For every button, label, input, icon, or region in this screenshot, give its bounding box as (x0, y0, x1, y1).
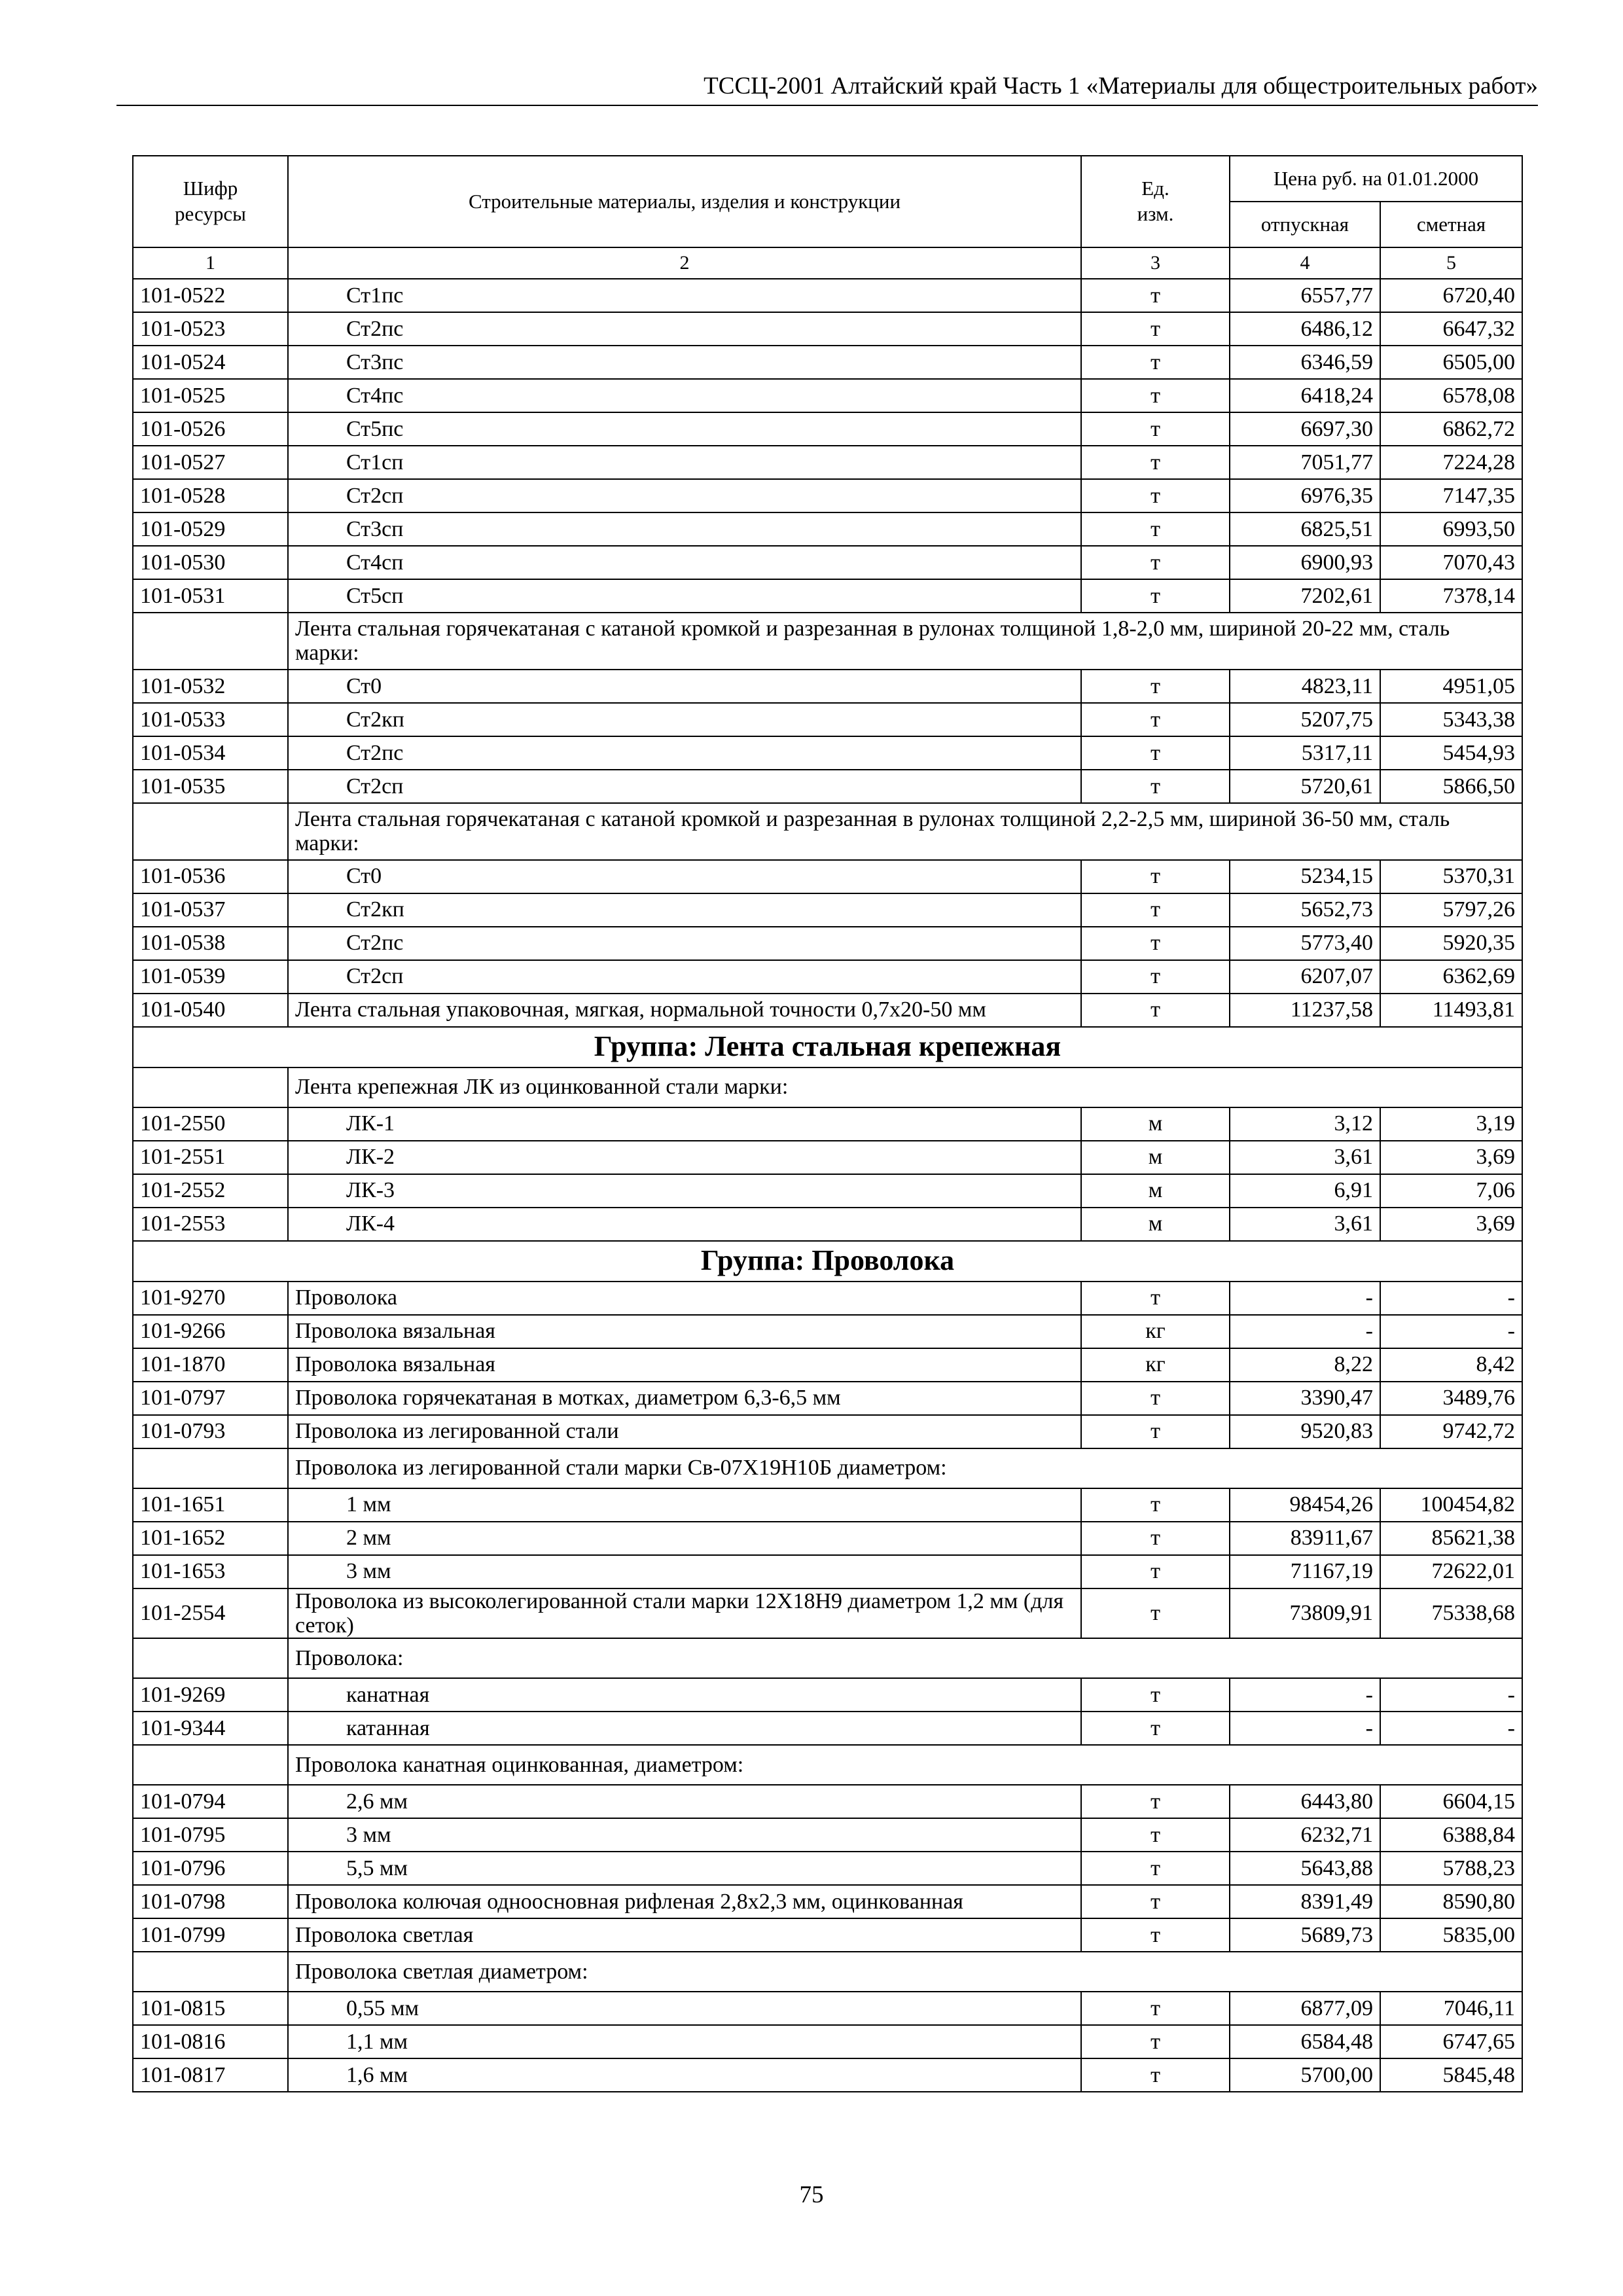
release-price-cell: 6557,77 (1230, 279, 1380, 312)
release-price-cell: 4823,11 (1230, 670, 1380, 703)
table-row (133, 1712, 1522, 1745)
table-row (133, 1885, 1522, 1918)
header-estimate-price: сметная (1380, 202, 1522, 247)
column-number: 5 (1380, 247, 1522, 279)
resource-code-cell: 101-2553 (133, 1208, 288, 1241)
unit-cell: т (1081, 2058, 1230, 2092)
unit-cell: т (1081, 770, 1230, 803)
table-row (133, 1348, 1522, 1382)
resource-code-cell: 101-0527 (133, 446, 288, 479)
resource-code-cell: 101-1653 (133, 1555, 288, 1588)
release-price-cell: 5700,00 (1230, 2058, 1380, 2092)
table-row (133, 2058, 1522, 2092)
estimate-price-cell: 7,06 (1380, 1174, 1522, 1208)
section-heading-row (133, 1448, 1522, 1488)
header-unit (1081, 156, 1230, 247)
section-code-cell (133, 803, 288, 860)
resource-code-cell: 101-1651 (133, 1488, 288, 1522)
estimate-price-cell: 100454,82 (1380, 1488, 1522, 1522)
release-price-cell: 11237,58 (1230, 994, 1380, 1027)
material-name-cell: Ст4сп (288, 546, 1081, 579)
resource-code-cell: 101-0540 (133, 994, 288, 1027)
resource-code-cell: 101-0524 (133, 346, 288, 379)
release-price-cell: 5317,11 (1230, 736, 1380, 770)
release-price-cell: 8391,49 (1230, 1885, 1380, 1918)
estimate-price-cell: - (1380, 1315, 1522, 1348)
table-row (133, 1174, 1522, 1208)
unit-cell: т (1081, 1818, 1230, 1852)
section-heading-row (133, 613, 1522, 670)
header-release-price: отпускная (1230, 202, 1380, 247)
release-price-cell: 6232,71 (1230, 1818, 1380, 1852)
table-row (133, 412, 1522, 446)
release-price-cell: 6,91 (1230, 1174, 1380, 1208)
unit-cell: т (1081, 1522, 1230, 1555)
resource-code-cell: 101-0815 (133, 1992, 288, 2025)
unit-cell: т (1081, 960, 1230, 994)
estimate-price-cell: 8,42 (1380, 1348, 1522, 1382)
estimate-price-cell: 8590,80 (1380, 1885, 1522, 1918)
resource-code-cell: 101-9344 (133, 1712, 288, 1745)
unit-cell: т (1081, 1992, 1230, 2025)
unit-cell: т (1081, 346, 1230, 379)
estimate-price-cell: 4951,05 (1380, 670, 1522, 703)
material-name-cell: Ст2кп (288, 703, 1081, 736)
column-number: 3 (1081, 247, 1230, 279)
release-price-cell: 5207,75 (1230, 703, 1380, 736)
release-price-cell: 8,22 (1230, 1348, 1380, 1382)
unit-cell: т (1081, 412, 1230, 446)
release-price-cell: 7051,77 (1230, 446, 1380, 479)
estimate-price-cell: 3489,76 (1380, 1382, 1522, 1415)
material-name-cell: Ст2кп (288, 893, 1081, 927)
release-price-cell: 5234,15 (1230, 860, 1380, 893)
estimate-price-cell: 6647,32 (1380, 312, 1522, 346)
release-price-cell: 6697,30 (1230, 412, 1380, 446)
release-price-cell: 6825,51 (1230, 512, 1380, 546)
release-price-cell: 6346,59 (1230, 346, 1380, 379)
table-row (133, 279, 1522, 312)
table-row (133, 512, 1522, 546)
resource-code-cell: 101-0530 (133, 546, 288, 579)
estimate-price-cell: 7147,35 (1380, 479, 1522, 512)
header-unit-label: Ед. изм. (1137, 177, 1174, 225)
unit-cell: т (1081, 479, 1230, 512)
section-heading-text: Лента стальная горячекатаная с катаной кромкой и разрезанная в рулонах толщиной 1,8-2,0 мм, шириной 20-22 мм, сталь марки: (288, 613, 1522, 670)
release-price-cell: 3390,47 (1230, 1382, 1380, 1415)
table-row (133, 1107, 1522, 1141)
estimate-price-cell: 85621,38 (1380, 1522, 1522, 1555)
unit-cell: т (1081, 1588, 1230, 1639)
material-name-cell: Ст0 (288, 860, 1081, 893)
material-name-cell: 0,55 мм (288, 1992, 1081, 2025)
material-name-cell: 1,6 мм (288, 2058, 1081, 2092)
unit-cell: т (1081, 512, 1230, 546)
table-row (133, 736, 1522, 770)
material-name-cell: 1,1 мм (288, 2025, 1081, 2058)
release-price-cell: 6877,09 (1230, 1992, 1380, 2025)
table-row (133, 1141, 1522, 1174)
header-price-group: Цена руб. на 01.01.2000 (1230, 156, 1522, 202)
unit-cell: т (1081, 312, 1230, 346)
estimate-price-cell: - (1380, 1282, 1522, 1315)
resource-code-cell: 101-1652 (133, 1522, 288, 1555)
resource-code-cell: 101-0535 (133, 770, 288, 803)
resource-code-cell: 101-0797 (133, 1382, 288, 1415)
table-row (133, 1488, 1522, 1522)
section-heading-text: Лента стальная горячекатаная с катаной кромкой и разрезанная в рулонах толщиной 2,2-2,5 мм, шириной 36-50 мм, сталь марки: (288, 803, 1522, 860)
page-number: 75 (799, 2181, 824, 2208)
unit-cell: т (1081, 2025, 1230, 2058)
unit-cell: м (1081, 1141, 1230, 1174)
material-name-cell: Ст4пс (288, 379, 1081, 412)
table-row (133, 860, 1522, 893)
estimate-price-cell: 75338,68 (1380, 1588, 1522, 1639)
section-heading-row (133, 1952, 1522, 1992)
material-name-cell: 1 мм (288, 1488, 1081, 1522)
release-price-cell: 5643,88 (1230, 1852, 1380, 1885)
resource-code-cell: 101-0533 (133, 703, 288, 736)
estimate-price-cell: 5845,48 (1380, 2058, 1522, 2092)
estimate-price-cell: 5920,35 (1380, 927, 1522, 960)
release-price-cell: 3,61 (1230, 1141, 1380, 1174)
header-rule (116, 105, 1538, 106)
unit-cell: м (1081, 1174, 1230, 1208)
estimate-price-cell: 5370,31 (1380, 860, 1522, 893)
table-row (133, 1852, 1522, 1885)
unit-cell: т (1081, 703, 1230, 736)
release-price-cell: 7202,61 (1230, 579, 1380, 613)
release-price-cell: 6976,35 (1230, 479, 1380, 512)
table-body (133, 279, 1522, 2092)
section-code-cell (133, 1067, 288, 1107)
resource-code-cell: 101-0529 (133, 512, 288, 546)
resource-code-cell: 101-0796 (133, 1852, 288, 1885)
unit-cell: т (1081, 1785, 1230, 1818)
resource-code-cell: 101-9266 (133, 1315, 288, 1348)
group-title-row (133, 1241, 1522, 1282)
release-price-cell: - (1230, 1282, 1380, 1315)
unit-cell: т (1081, 279, 1230, 312)
unit-cell: т (1081, 927, 1230, 960)
resource-code-cell: 101-0522 (133, 279, 288, 312)
release-price-cell: 71167,19 (1230, 1555, 1380, 1588)
header-name: Строительные материалы, изделия и конструкции (288, 156, 1081, 247)
release-price-cell: 9520,83 (1230, 1415, 1380, 1448)
material-name-cell: Проволока из легированной стали (288, 1415, 1081, 1448)
unit-cell: т (1081, 446, 1230, 479)
section-heading-text: Лента крепежная ЛК из оцинкованной стали марки: (288, 1067, 1522, 1107)
estimate-price-cell: - (1380, 1712, 1522, 1745)
unit-cell: т (1081, 1852, 1230, 1885)
estimate-price-cell: 6604,15 (1380, 1785, 1522, 1818)
table-row (133, 1918, 1522, 1952)
unit-cell: т (1081, 736, 1230, 770)
section-heading-text: Проволока канатная оцинкованная, диаметром: (288, 1745, 1522, 1785)
column-number: 2 (288, 247, 1081, 279)
resource-code-cell: 101-0538 (133, 927, 288, 960)
resource-code-cell: 101-2550 (133, 1107, 288, 1141)
estimate-price-cell: 5797,26 (1380, 893, 1522, 927)
release-price-cell: 3,12 (1230, 1107, 1380, 1141)
material-name-cell: Ст1пс (288, 279, 1081, 312)
estimate-price-cell: 6505,00 (1380, 346, 1522, 379)
table-row (133, 893, 1522, 927)
unit-cell: т (1081, 1415, 1230, 1448)
column-number: 1 (133, 247, 288, 279)
table-row (133, 546, 1522, 579)
estimate-price-cell: 6388,84 (1380, 1818, 1522, 1852)
table-row (133, 1992, 1522, 2025)
unit-cell: кг (1081, 1315, 1230, 1348)
release-price-cell: 6584,48 (1230, 2025, 1380, 2058)
release-price-cell: 5689,73 (1230, 1918, 1380, 1952)
resource-code-cell: 101-2554 (133, 1588, 288, 1639)
material-name-cell: Ст2сп (288, 479, 1081, 512)
estimate-price-cell: 6362,69 (1380, 960, 1522, 994)
resource-code-cell: 101-1870 (133, 1348, 288, 1382)
material-name-cell: Ст2пс (288, 312, 1081, 346)
unit-cell: т (1081, 1678, 1230, 1712)
section-heading-row (133, 1745, 1522, 1785)
table-row (133, 1208, 1522, 1241)
material-name-cell: Ст2пс (288, 927, 1081, 960)
unit-cell: т (1081, 994, 1230, 1027)
estimate-price-cell: 5343,38 (1380, 703, 1522, 736)
material-name-cell: 3 мм (288, 1555, 1081, 1588)
material-name-cell: Ст2сп (288, 770, 1081, 803)
resource-code-cell: 101-0539 (133, 960, 288, 994)
release-price-cell: 6900,93 (1230, 546, 1380, 579)
release-price-cell: 83911,67 (1230, 1522, 1380, 1555)
table-row (133, 1818, 1522, 1852)
table-row (133, 1555, 1522, 1588)
estimate-price-cell: 9742,72 (1380, 1415, 1522, 1448)
unit-cell: т (1081, 1382, 1230, 1415)
table-row (133, 770, 1522, 803)
section-heading-text: Проволока из легированной стали марки Св-07Х19Н10Б диаметром: (288, 1448, 1522, 1488)
material-name-cell: 2 мм (288, 1522, 1081, 1555)
material-name-cell: канатная (288, 1678, 1081, 1712)
section-heading-row (133, 803, 1522, 860)
estimate-price-cell: 6993,50 (1380, 512, 1522, 546)
resource-code-cell: 101-0794 (133, 1785, 288, 1818)
material-name-cell: ЛК-1 (288, 1107, 1081, 1141)
section-code-cell (133, 1638, 288, 1678)
unit-cell: т (1081, 1488, 1230, 1522)
material-name-cell: 5,5 мм (288, 1852, 1081, 1885)
material-name-cell: Ст5пс (288, 412, 1081, 446)
section-heading-row (133, 1638, 1522, 1678)
estimate-price-cell: - (1380, 1678, 1522, 1712)
header-code-label: Шифр ресурсы (175, 177, 246, 225)
column-number: 4 (1230, 247, 1380, 279)
unit-cell: м (1081, 1107, 1230, 1141)
resource-code-cell: 101-2551 (133, 1141, 288, 1174)
material-name-cell: Проволока (288, 1282, 1081, 1315)
release-price-cell: 6207,07 (1230, 960, 1380, 994)
estimate-price-cell: 6720,40 (1380, 279, 1522, 312)
resource-code-cell: 101-0528 (133, 479, 288, 512)
material-name-cell: Проволока из высоколегированной стали марки 12Х18Н9 диаметром 1,2 мм (для сеток) (288, 1588, 1081, 1639)
estimate-price-cell: 5788,23 (1380, 1852, 1522, 1885)
estimate-price-cell: 11493,81 (1380, 994, 1522, 1027)
table-row (133, 479, 1522, 512)
resource-code-cell: 101-0526 (133, 412, 288, 446)
table-row (133, 927, 1522, 960)
resource-code-cell: 101-0534 (133, 736, 288, 770)
table-row (133, 1522, 1522, 1555)
column-number-row (133, 247, 1522, 279)
unit-cell: т (1081, 670, 1230, 703)
table-row (133, 446, 1522, 479)
section-heading-row (133, 1067, 1522, 1107)
group-title-row (133, 1027, 1522, 1067)
material-name-cell: Проволока горячекатаная в мотках, диаметром 6,3-6,5 мм (288, 1382, 1081, 1415)
material-name-cell: Проволока вязальная (288, 1315, 1081, 1348)
estimate-price-cell: 5835,00 (1380, 1918, 1522, 1952)
resource-code-cell: 101-0523 (133, 312, 288, 346)
resource-code-cell: 101-9270 (133, 1282, 288, 1315)
table-row (133, 1315, 1522, 1348)
resource-code-cell: 101-0531 (133, 579, 288, 613)
section-heading-text: Проволока светлая диаметром: (288, 1952, 1522, 1992)
table-row (133, 1382, 1522, 1415)
resource-code-cell: 101-0798 (133, 1885, 288, 1918)
estimate-price-cell: 7378,14 (1380, 579, 1522, 613)
resource-code-cell: 101-0793 (133, 1415, 288, 1448)
table-row (133, 703, 1522, 736)
material-name-cell: Ст2сп (288, 960, 1081, 994)
release-price-cell: 6486,12 (1230, 312, 1380, 346)
material-name-cell: ЛК-4 (288, 1208, 1081, 1241)
resource-code-cell: 101-0816 (133, 2025, 288, 2058)
unit-cell: т (1081, 1555, 1230, 1588)
release-price-cell: 6418,24 (1230, 379, 1380, 412)
release-price-cell: 98454,26 (1230, 1488, 1380, 1522)
material-name-cell: ЛК-2 (288, 1141, 1081, 1174)
material-name-cell: Ст3сп (288, 512, 1081, 546)
unit-cell: кг (1081, 1348, 1230, 1382)
release-price-cell: - (1230, 1678, 1380, 1712)
price-table (132, 155, 1523, 2092)
section-code-cell (133, 1448, 288, 1488)
unit-cell: т (1081, 1918, 1230, 1952)
material-name-cell: Лента стальная упаковочная, мягкая, нормальной точности 0,7х20-50 мм (288, 994, 1081, 1027)
table-row (133, 312, 1522, 346)
resource-code-cell: 101-0795 (133, 1818, 288, 1852)
material-name-cell: Ст5сп (288, 579, 1081, 613)
release-price-cell: 3,61 (1230, 1208, 1380, 1241)
table-row (133, 1678, 1522, 1712)
resource-code-cell: 101-0799 (133, 1918, 288, 1952)
estimate-price-cell: 6862,72 (1380, 412, 1522, 446)
table-row (133, 1415, 1522, 1448)
material-name-cell: Ст0 (288, 670, 1081, 703)
estimate-price-cell: 6747,65 (1380, 2025, 1522, 2058)
resource-code-cell: 101-0817 (133, 2058, 288, 2092)
table-row (133, 2025, 1522, 2058)
header-code (133, 156, 288, 247)
resource-code-cell: 101-2552 (133, 1174, 288, 1208)
material-name-cell: ЛК-3 (288, 1174, 1081, 1208)
unit-cell: т (1081, 860, 1230, 893)
material-name-cell: Проволока светлая (288, 1918, 1081, 1952)
material-name-cell: Ст1сп (288, 446, 1081, 479)
unit-cell: т (1081, 1885, 1230, 1918)
unit-cell: т (1081, 1282, 1230, 1315)
resource-code-cell: 101-0532 (133, 670, 288, 703)
unit-cell: т (1081, 546, 1230, 579)
section-heading-text: Проволока: (288, 1638, 1522, 1678)
estimate-price-cell: 7070,43 (1380, 546, 1522, 579)
unit-cell: т (1081, 1712, 1230, 1745)
release-price-cell: 5720,61 (1230, 770, 1380, 803)
table-row (133, 960, 1522, 994)
estimate-price-cell: 5866,50 (1380, 770, 1522, 803)
section-code-cell (133, 613, 288, 670)
group-title: Группа: Лента стальная крепежная (133, 1027, 1522, 1067)
material-name-cell: катанная (288, 1712, 1081, 1745)
release-price-cell: - (1230, 1315, 1380, 1348)
material-name-cell: 3 мм (288, 1818, 1081, 1852)
running-header: ТССЦ-2001 Алтайский край Часть 1 «Материалы для общестроительных работ» (704, 73, 1538, 99)
unit-cell: т (1081, 379, 1230, 412)
material-name-cell: Ст3пс (288, 346, 1081, 379)
table-row (133, 1282, 1522, 1315)
release-price-cell: 5773,40 (1230, 927, 1380, 960)
unit-cell: м (1081, 1208, 1230, 1241)
resource-code-cell: 101-0537 (133, 893, 288, 927)
estimate-price-cell: 3,19 (1380, 1107, 1522, 1141)
resource-code-cell: 101-9269 (133, 1678, 288, 1712)
table-row (133, 994, 1522, 1027)
table-row (133, 346, 1522, 379)
material-name-cell: 2,6 мм (288, 1785, 1081, 1818)
material-name-cell: Проволока колючая одноосновная рифленая 2,8х2,3 мм, оцинкованная (288, 1885, 1081, 1918)
table-row (133, 1588, 1522, 1639)
table-row (133, 579, 1522, 613)
release-price-cell: 73809,91 (1230, 1588, 1380, 1639)
estimate-price-cell: 3,69 (1380, 1141, 1522, 1174)
section-code-cell (133, 1745, 288, 1785)
unit-cell: т (1081, 893, 1230, 927)
estimate-price-cell: 72622,01 (1380, 1555, 1522, 1588)
estimate-price-cell: 7224,28 (1380, 446, 1522, 479)
resource-code-cell: 101-0525 (133, 379, 288, 412)
table-row (133, 1785, 1522, 1818)
estimate-price-cell: 6578,08 (1380, 379, 1522, 412)
estimate-price-cell: 3,69 (1380, 1208, 1522, 1241)
estimate-price-cell: 5454,93 (1380, 736, 1522, 770)
material-name-cell: Проволока вязальная (288, 1348, 1081, 1382)
estimate-price-cell: 7046,11 (1380, 1992, 1522, 2025)
release-price-cell: - (1230, 1712, 1380, 1745)
material-name-cell: Ст2пс (288, 736, 1081, 770)
table-row (133, 379, 1522, 412)
group-title: Группа: Проволока (133, 1241, 1522, 1282)
section-code-cell (133, 1952, 288, 1992)
release-price-cell: 6443,80 (1230, 1785, 1380, 1818)
unit-cell: т (1081, 579, 1230, 613)
table-row (133, 670, 1522, 703)
resource-code-cell: 101-0536 (133, 860, 288, 893)
release-price-cell: 5652,73 (1230, 893, 1380, 927)
